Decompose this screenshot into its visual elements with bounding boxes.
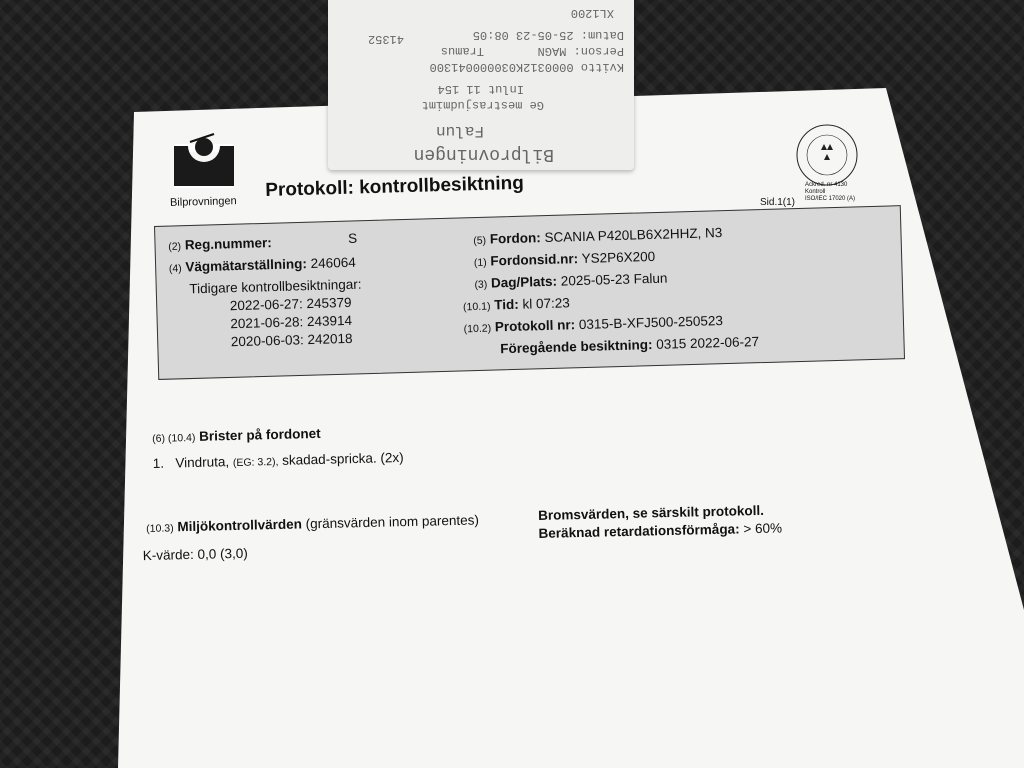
protocol-number: 0315-B-XFJ500-250523 <box>578 313 724 333</box>
receipt-line: Kvitto 0000312K030000041300 <box>429 60 624 74</box>
receipt-line: Inlut 11 154 <box>437 82 524 96</box>
swedac-seal <box>792 120 862 190</box>
page-number: Sid.1(1) <box>760 197 796 208</box>
prev-item: 2021-06-28: 243914 <box>230 312 353 332</box>
receipt-line: Bilprovningen <box>413 144 554 164</box>
brand-name: Bilprovningen <box>169 195 237 209</box>
time-value: kl 07:23 <box>522 295 570 312</box>
receipt-line: Datum: 25-05-23 08:05 <box>472 28 624 42</box>
vin-value: YS2P6X200 <box>581 248 656 266</box>
page-title: Protokoll: kontrollbesiktning <box>265 172 525 201</box>
receipt-line: Ge mestrasjudmimt <box>421 98 544 112</box>
receipt-strip <box>328 0 634 170</box>
receipt-line: 41352 <box>367 32 404 46</box>
accreditation-text: Ackred. nr 4130 Kontroll ISO/IEC 17020 (A) <box>805 182 856 202</box>
receipt-line: Person: MAGN <box>537 44 624 58</box>
prev-item: 2020-06-03: 242018 <box>230 330 353 350</box>
prev-item: 2022-06-27: 245379 <box>229 294 352 314</box>
previous-inspection: 0315 2022-06-27 <box>656 334 760 352</box>
retardation-value: > 60% <box>743 520 783 537</box>
vehicle-model: SCANIA P420LB6X2HHZ, N3 <box>544 225 723 246</box>
date-place: 2025-05-23 Falun <box>560 270 668 289</box>
odometer-value: 246064 <box>310 254 356 272</box>
k-value: K-värde: 0,0 (3,0) <box>142 545 248 564</box>
prev-label: Tidigare kontrollbesiktningar: <box>189 276 362 297</box>
defect-item: 1. Vindruta, (EG: 3.2), skadad-spricka. (2x) <box>152 449 404 471</box>
receipt-line: Falun <box>435 122 484 140</box>
receipt-line: XL1200 <box>570 6 614 20</box>
receipt-line: Tramus <box>440 44 484 58</box>
bilprovningen-logo <box>168 132 240 196</box>
reg-value: S <box>347 230 358 246</box>
